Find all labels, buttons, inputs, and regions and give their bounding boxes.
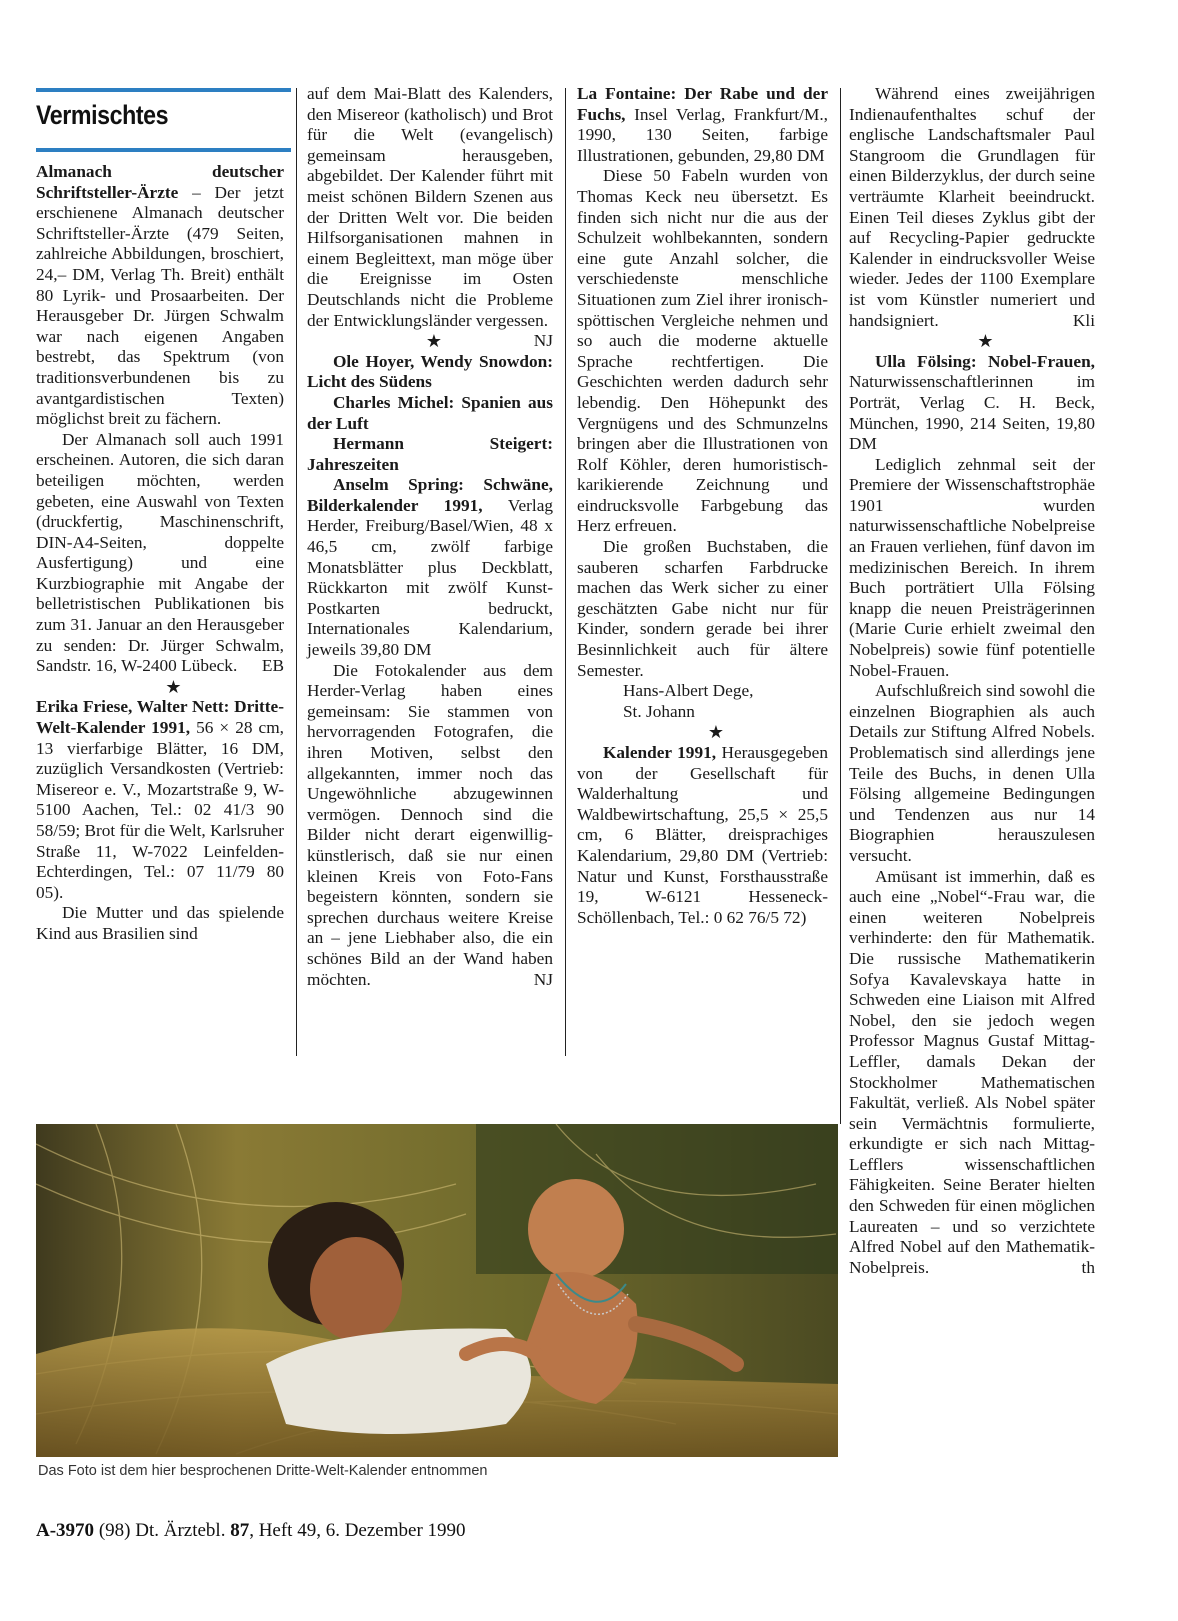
section-bottom-rule — [36, 148, 291, 152]
page-number: A-3970 — [36, 1520, 95, 1541]
column-3 — [577, 84, 828, 928]
article-kalender: Erika Friese, Walter Nett: Dritte-Welt-Kalender 1991, 56 × 28 cm, 13 vierfarbige Blätter, 16 DM, zuzüglich Versandkosten (Vertrieb: Misereor e. V., Mozartstraße 9, W-5100 Aachen, Tel.: 02 41/3 90 58/59; Brot für die Welt, Karlsruher Straße 11, W-7022 Leinfelden-Echterdingen, Tel.: 07 11/79 80 05). — [36, 697, 284, 902]
issue-date: , Heft 49, 6. Dezember 1990 — [249, 1520, 466, 1541]
article-almanach: Almanach deutscher Schriftsteller-Ärzte – Der jetzt erschienene Almanach deutscher Schriftsteller-Ärzte (479 Seiten, zahlreiche Abbildungen, broschiert, 24,– DM, Verlag Th. Breit) enthält 80 Lyrik- und Prosaarbeiten. Der Herausgeber Dr. Jürgen Schwalm war nach eigenen Angaben bestrebt, das Spektrum (von traditionsverbundenen bis zu avantgardistischen Texten) möglichst breit zu fächern. — [36, 162, 284, 429]
author-signature: Hans-Albert Dege, — [622, 681, 754, 701]
star-separator: ★ — [977, 331, 994, 352]
mother-and-child-photo — [36, 1124, 838, 1457]
author-signature: EB — [261, 656, 284, 676]
paragraph: Aufschlußreich sind sowohl die einzelnen Biographien als auch Details zur Stiftung Alfred Nobels. Problematisch sind allerdings jene Teile des Buchs, in denen Ulla Fölsing allgemeine Bedingungen und Tendenzen aus nur 14 Biographien herauszulesen versucht. — [849, 681, 1095, 865]
paragraph: Während eines zweijährigen Indienaufenthaltes schuf der englische Landschaftsmaler Paul Stangroom die Grundlagen für einen Bilderzyklus, der durch seine verträumte Klarheit beeindruckt. Einen Teil dieses Zyklus gibt der auf Recycling-Papier gedruckte Kalender in eindrucksvoller Weise wieder. Jedes der 1100 Exemplare ist vom Künstler numeriert und handsigniert. Kli — [849, 84, 1095, 330]
column-rule-3 — [840, 88, 841, 1124]
article-title: Ulla Fölsing: Nobel-Frauen, — [874, 351, 1095, 371]
column-1 — [36, 162, 284, 945]
volume-number: 87 — [230, 1520, 250, 1541]
book-title: Ole Hoyer, Wendy Snowdon: Licht des Südens — [307, 351, 553, 392]
article-la-fontaine: La Fontaine: Der Rabe und der Fuchs, Insel Verlag, Frankfurt/M., 1990, 130 Seiten, farbige Illustrationen, gebunden, 29,80 DM — [577, 84, 828, 165]
paragraph: Die großen Buchstaben, die sauberen scharfen Farbdrucke machen das Werk sicher zu einer geschätzten Gabe nicht nur für Kinder, sondern gerade bei ihrer Besinnlichkeit auch für ältere Semester. — [577, 537, 828, 680]
section-title: Vermischtes — [36, 100, 169, 130]
author-signature: NJ — [533, 969, 553, 989]
article-title: Almanach deutscher Schriftsteller-Ärzte — [36, 162, 284, 202]
journal-reference: (98) Dt. Ärztebl. — [98, 1520, 226, 1541]
author-signature: th — [1081, 1257, 1095, 1277]
star-separator: ★ — [165, 676, 182, 697]
article-title: Erika Friese, Walter Nett: Dritte-Welt-Kalender 1991, — [36, 697, 284, 738]
column-4 — [849, 84, 1095, 1278]
book-title: Anselm Spring: Schwäne, Bilderkalender 1991, Verlag Herder, Freiburg/Basel/Wien, 48 x 46,5 cm, zwölf farbige Monatsblätter plus Deckblatt, Rückkarton mit zwölf Kunst-Postkarten bedruckt, Internationales Kalendarium, jeweils 39,80 DM — [307, 475, 553, 660]
book-title: Charles Michel: Spanien aus der Luft — [307, 392, 553, 433]
calendar-photo — [36, 1124, 838, 1457]
article-nobel-frauen: Ulla Fölsing: Nobel-Frauen, Naturwissenschaftlerinnen im Porträt, Verlag C. H. Beck, München, 1990, 214 Seiten, 19,80 DM — [849, 351, 1095, 454]
section-top-rule — [36, 88, 291, 92]
paragraph: Die Fotokalender aus dem Herder-Verlag haben eines gemeinsam: Sie stammen von hervorragenden Fotografen, die ihren Motiven, selbst den allgekannten, immer noch das Ungewöhnliche abzugewinnen vermögen. Dennoch sind die Bilder nicht derart eigenwillig-künstlerisch, daß sie nur einen kleinen Kreis von Foto-Fans begeistern könnten, sondern sie sprechen durchaus weitere Kreise an – jene Liebhaber also, die ein schönes Bild an der Wand haben möchten. NJ — [307, 660, 553, 989]
book-title: Hermann Steigert: Jahreszeiten — [307, 434, 553, 474]
paragraph: Die Mutter und das spielende Kind aus Brasilien sind — [36, 903, 284, 943]
photo-caption: Das Foto ist dem hier besprochenen Dritte-Welt-Kalender entnommen — [38, 1463, 488, 1479]
paragraph: auf dem Mai-Blatt des Kalenders, den Misereor (katholisch) und Brot für die Welt (evangelisch) gemeinsam herausgeben, abgebildet. Der Kalender führt mit meist schönen Bildern Szenen aus der Dritten Welt vor. Die beiden Hilfsorganisationen mahnen in einem Begleittext, man möge über die Ereignisse im Osten Deutschlands nicht die Probleme der Entwicklungsländer vergessen. NJ — [307, 84, 553, 351]
star-separator: ★ — [707, 722, 725, 743]
column-2 — [307, 84, 553, 990]
article-title: Kalender 1991, — [602, 743, 717, 762]
article-kalender-1991: Kalender 1991, Herausgegeben von der Gesellschaft für Walderhaltung und Waldbewirtschaftung, 25,5 × 25,5 cm, 6 Blätter, dreisprachiges Kalendarium, 29,80 DM (Vertrieb: Natur und Kunst, Forsthausstraße 19, W-6121 Hesseneck-Schöllenbach, Tel.: 0 62 76/5 72) — [577, 743, 828, 927]
article-title: La Fontaine: Der Rabe und der Fuchs, — [577, 84, 828, 124]
star-separator: ★ — [425, 331, 442, 352]
paragraph: Diese 50 Fabeln wurden von Thomas Keck neu übersetzt. Es finden sich nicht nur die aus der Schulzeit wohlbekannten, sondern eine gute Anzahl solcher, die verschiedenste menschliche Situationen zum Ziel ihrer ironisch-spöttischen Vergleiche nehmen und so auch die moderne aktuelle Sprache rechtfertigen. Die Geschichten werden dadurch sehr lebendig. Den Höhepunkt des Vergnügens und des Schmunzelns bringen aber die Illustrationen von Rolf Köhler, deren humoristisch-karikierende Zeichnung und eindrucksvolle Farbgebung das Herz erfreuen. — [577, 166, 828, 536]
column-rule-2 — [565, 88, 566, 1056]
paragraph: Lediglich zehnmal seit der Premiere der Wissenschaftstrophäe 1901 wurden naturwissenschaftliche Nobelpreise an Frauen verliehen, fünf davon im medizinischen Bereich. In ihrem Buch porträtiert Ulla Fölsing knapp die neuen Preisträgerinnen (Marie Curie erhielt zweimal den Nobelpreis) sowie fünf potentielle Nobel-Frauen. — [849, 454, 1095, 680]
author-signature: NJ — [533, 331, 553, 351]
page-footer — [36, 1520, 466, 1542]
author-location: St. Johann — [622, 701, 695, 721]
column-rule-1 — [296, 88, 297, 1056]
paragraph: Der Almanach soll auch 1991 erscheinen. Autoren, die sich daran beteiligen möchten, werden gebeten, eine Auswahl von Texten (druckfertig, Maschinenschrift, DIN-A4-Seiten, doppelte Ausfertigung) und eine Kurzbiographie mit Angabe der belletristischen Publikationen bis zum 31. Januar an den Herausgeber zu senden: Dr. Jürger Schwalm, Sandstr. 16, W-2400 Lübeck. EB — [36, 429, 284, 676]
author-signature: Kli — [1072, 310, 1095, 330]
paragraph: Amüsant ist immerhin, daß es auch eine „Nobel“-Frau war, die einen weiteren Nobelpreis verhinderte: den für Mathematik. Die russische Mathematikerin Sofya Kavalevskaya hatte in Schweden eine Liaison mit Alfred Nobel, den sie jedoch wegen Professor Magnus Gustaf Mittag-Leffler, damals Dekan der Stockholmer Mathematischen Fakultät, verließ. Als Nobel später sein Vermächtnis formulierte, erkundigte er sich nach Mittag-Lefflers wissenschaftlichen Fähigkeiten. Seine Berater hielten den Schweden für einen möglichen Laureaten – und so verzichtete Alfred Nobel auf den Mathematik-Nobelpreis. th — [849, 866, 1095, 1277]
